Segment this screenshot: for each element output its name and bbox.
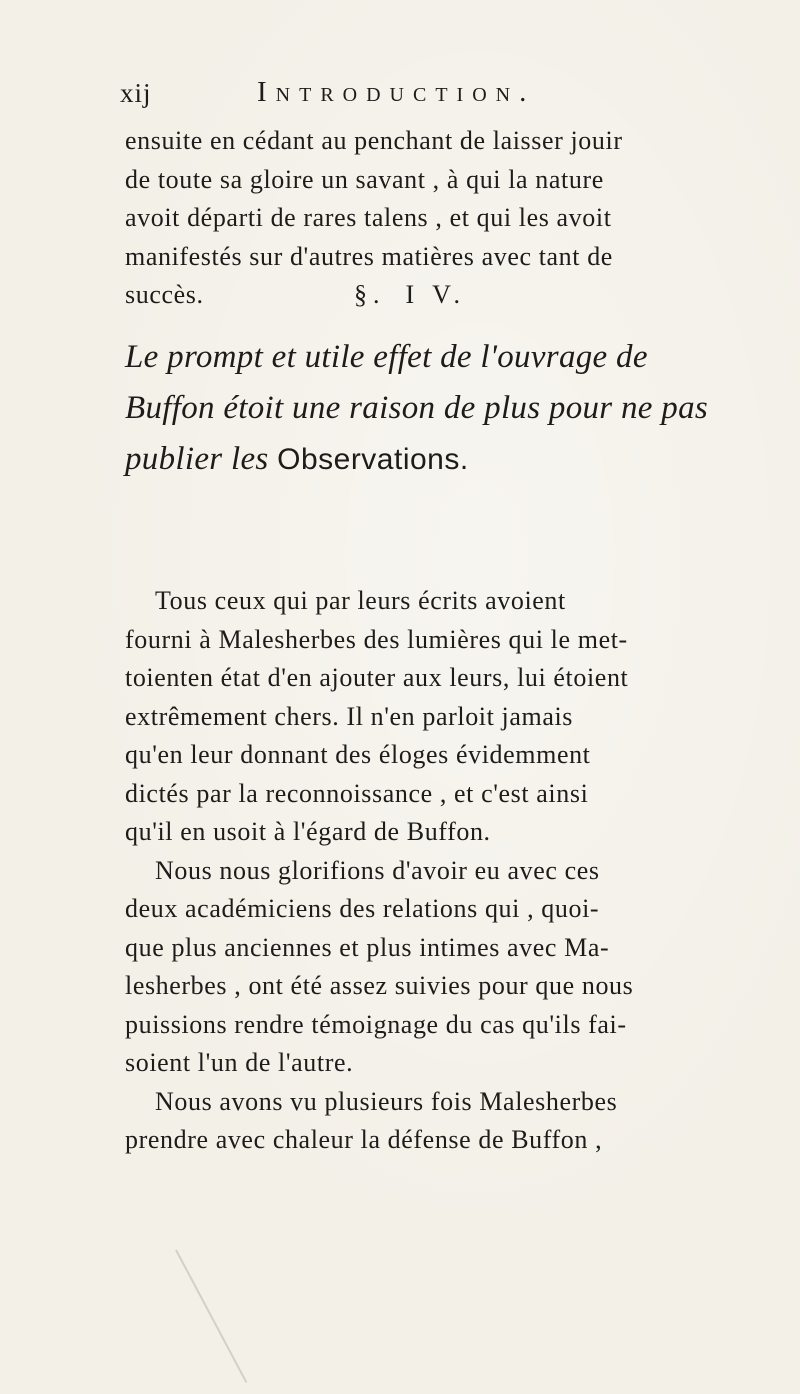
text-line: toienten état d'en ajouter aux leurs, lui étoient xyxy=(125,663,629,692)
text-line: Nous nous glorifions d'avoir eu avec ces xyxy=(155,855,600,885)
section-sign: §. xyxy=(353,280,386,309)
text-line: Tous ceux qui par leurs écrits avoient xyxy=(155,586,566,615)
heading-roman-part: Observations. xyxy=(277,443,469,476)
text-line: prendre avec chaleur la défense de Buffon , xyxy=(125,1125,603,1154)
heading-italic-part: publier les xyxy=(125,441,269,477)
text-line: de toute sa gloire un savant , à qui la nature xyxy=(125,164,604,194)
heading-line xyxy=(125,434,715,485)
text-line: que plus anciennes et plus intimes avec Ma- xyxy=(125,932,610,962)
text-line: lesherbes , ont été assez suivies pour que nous xyxy=(125,971,634,1000)
page-header xyxy=(120,78,720,118)
text-line: avoit départi de rares talens , et qui les avoit xyxy=(125,203,612,232)
heading-line: Le prompt et utile effet de l'ouvrage de xyxy=(125,339,648,375)
text-line: dictés par la reconnoissance , et c'est ainsi xyxy=(125,778,589,808)
section-roman-numeral: I V. xyxy=(405,280,467,309)
text-line: extrêmement chers. Il n'en parloit jamais xyxy=(125,701,574,731)
paper-crease xyxy=(175,1250,247,1383)
running-head: Introduction. xyxy=(257,76,536,108)
text-line: puissions rendre témoignage du cas qu'ils fai- xyxy=(125,1009,627,1039)
text-line: Nous avons vu plusieurs fois Malesherbes xyxy=(155,1086,618,1116)
text-line: soient l'un de l'autre. xyxy=(125,1048,354,1077)
section-number xyxy=(0,280,800,310)
text-line: deux académiciens des relations qui , quoi- xyxy=(125,894,600,923)
heading-line: Buffon étoit une raison de plus pour ne pas xyxy=(125,390,709,426)
text-line: qu'en leur donnant des éloges évidemment xyxy=(125,740,591,769)
text-line: succès. xyxy=(125,280,204,309)
text-line: ensuite en cédant au penchant de laisser jouir xyxy=(125,126,623,155)
section-heading xyxy=(125,332,715,485)
text-line: manifestés sur d'autres matières avec tant de xyxy=(125,241,613,271)
page-number: xij xyxy=(120,78,152,108)
body-text xyxy=(125,582,705,1160)
text-line: qu'il en usoit à l'égard de Buffon. xyxy=(125,817,491,846)
text-line: fourni à Malesherbes des lumières qui le met- xyxy=(125,624,628,654)
